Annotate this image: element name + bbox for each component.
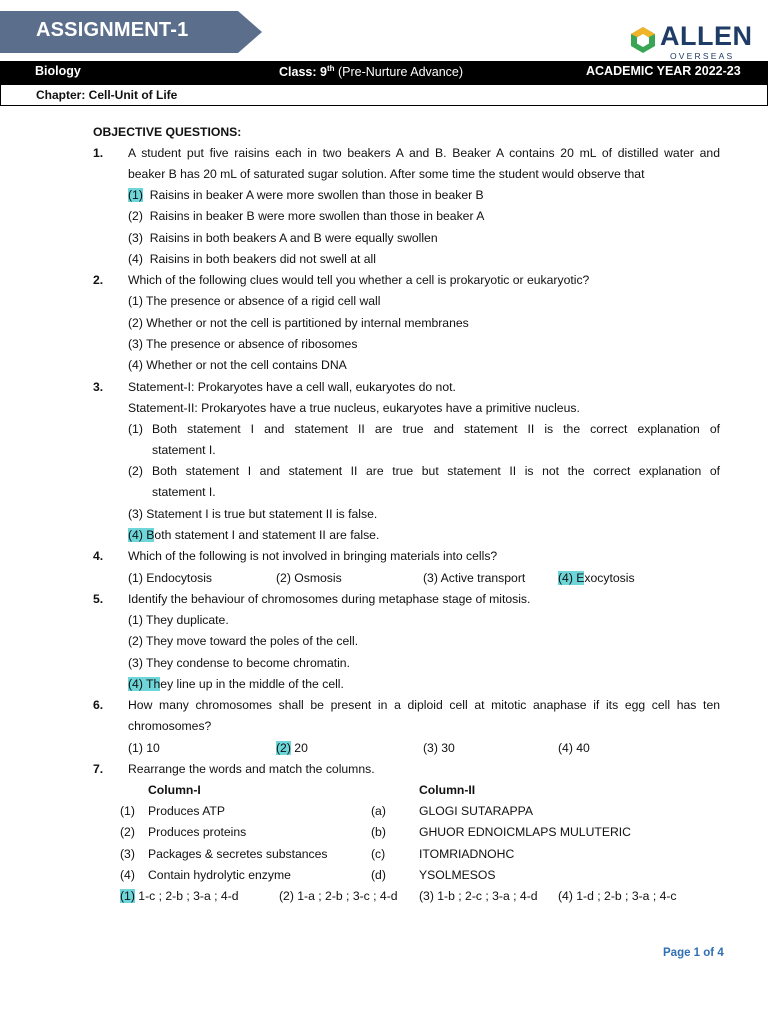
q7-text: Rearrange the words and match the columns.: [128, 762, 375, 776]
match-row-1-left: Produces ATP: [148, 804, 225, 818]
answer-highlight: (4) E: [558, 571, 585, 585]
q1-line2: beaker B has 20 mL of saturated sugar solution. After some time the student would observe that: [128, 167, 645, 181]
assignment-banner: [0, 11, 262, 53]
q2-number: 2.: [93, 273, 104, 287]
match-row-2-letter: (b): [371, 825, 386, 839]
q3-statement-1: Statement-I: Prokaryotes have a cell wall, eukaryotes do not.: [128, 380, 456, 394]
q4-option-1: (1) Endocytosis: [128, 571, 212, 585]
q3-option-3: (3) Statement I is true but statement II is false.: [128, 507, 378, 521]
brand-name: ALLEN: [660, 21, 753, 51]
q1-number: 1.: [93, 146, 104, 160]
class-superscript: th: [326, 64, 335, 73]
match-row-4-letter: (d): [371, 868, 386, 882]
match-row-1-right: GLOGI SUTARAPPA: [419, 804, 534, 818]
q3-number: 3.: [93, 380, 104, 394]
academic-year: ACADEMIC YEAR 2022-23: [586, 64, 741, 78]
match-row-2-left: Produces proteins: [148, 825, 247, 839]
q7-option-1-text: 1-c ; 2-b ; 3-a ; 4-d: [134, 889, 239, 903]
answer-highlight: (4) Th: [128, 677, 161, 691]
brand-subtitle: OVERSEAS: [670, 51, 735, 61]
q6-line1: How many chromosomes shall be present in a diploid cell at mitotic anaphase if its egg cell has ten: [128, 698, 720, 712]
answer-highlight: (1): [120, 889, 135, 903]
q4-option-4: [558, 568, 635, 589]
q5-option-4-text: ey line up in the middle of the cell.: [160, 677, 344, 691]
q1-line1: A student put five raisins each in two beakers A and B. Beaker A contains 20 mL of distilled water and: [128, 146, 720, 160]
q6-number: 6.: [93, 698, 104, 712]
match-row-1-letter: (a): [371, 804, 386, 818]
allen-logo: [630, 21, 760, 61]
q4-text: Which of the following is not involved in bringing materials into cells?: [128, 549, 498, 563]
match-row-3-left: Packages & secretes substances: [148, 847, 328, 861]
q5-option-4: [128, 674, 344, 695]
match-row-1-num: (1): [120, 804, 135, 818]
q3-statement-2: Statement-II: Prokaryotes have a true nucleus, eukaryotes have a primitive nucleus.: [128, 401, 580, 415]
page-number: Page 1 of 4: [663, 947, 724, 959]
match-row-4-right: YSOLMESOS: [419, 868, 496, 882]
q3-option-1-mark: (1): [128, 422, 143, 436]
q2-option-2: (2) Whether or not the cell is partitioned by internal membranes: [128, 316, 469, 330]
q2-option-1: (1) The presence or absence of a rigid cell wall: [128, 294, 381, 308]
q3-option-4: [128, 525, 379, 546]
class-label: [279, 64, 463, 79]
q2-option-4: (4) Whether or not the cell contains DNA: [128, 358, 347, 372]
q3-option-4-text: oth statement I and statement II are false.: [154, 528, 380, 542]
q4-option-3: (3) Active transport: [423, 571, 526, 585]
q4-option-4-text: xocytosis: [584, 571, 635, 585]
match-row-3-letter: (c): [371, 847, 386, 861]
column-1-header: Column-I: [148, 783, 201, 797]
q6-option-1: (1) 10: [128, 741, 160, 755]
answer-highlight: (2): [276, 741, 291, 755]
chapter-title: Chapter: Cell-Unit of Life: [36, 88, 178, 102]
q4-number: 4.: [93, 549, 104, 563]
q4-option-2: (2) Osmosis: [276, 571, 342, 585]
section-title: OBJECTIVE QUESTIONS:: [93, 125, 242, 139]
answer-highlight: (1): [128, 188, 143, 202]
match-row-3-right: ITOMRIADNOHC: [419, 847, 515, 861]
column-2-header: Column-II: [419, 783, 476, 797]
q5-number: 5.: [93, 592, 104, 606]
q1-option-4-mark: (4): [128, 252, 143, 266]
subject-label: Biology: [35, 64, 81, 78]
q5-option-2: (2) They move toward the poles of the cell.: [128, 634, 359, 648]
q7-option-2: (2) 1-a ; 2-b ; 3-c ; 4-d: [279, 889, 398, 903]
allen-hexagon-icon: [630, 26, 656, 54]
q7-option-3: (3) 1-b ; 2-c ; 3-a ; 4-d: [419, 889, 538, 903]
q6-line2: chromosomes?: [128, 719, 212, 733]
class-prefix: Class: 9: [279, 65, 327, 80]
q3-option-1-line2: statement I.: [152, 443, 216, 457]
q3-option-2-mark: (2): [128, 464, 143, 478]
q3-option-2-line2: statement I.: [152, 485, 216, 499]
q6-option-2-text: 20: [290, 741, 308, 755]
q7-option-1: [120, 886, 239, 907]
match-row-4-left: Contain hydrolytic enzyme: [148, 868, 291, 882]
chapter-row: [0, 85, 768, 106]
answer-highlight: (4) B: [128, 528, 155, 542]
q5-option-1: (1) They duplicate.: [128, 613, 229, 627]
q2-option-3: (3) The presence or absence of ribosomes: [128, 337, 358, 351]
q5-text: Identify the behaviour of chromosomes during metaphase stage of mitosis.: [128, 592, 531, 606]
q1-option-4: [128, 249, 376, 270]
q6-option-2: [276, 738, 308, 759]
q1-option-2-text: Raisins in beaker B were more swollen than those in beaker A: [149, 209, 485, 223]
q2-text: Which of the following clues would tell you whether a cell is prokaryotic or eukaryotic?: [128, 273, 590, 287]
assignment-title: ASSIGNMENT-1: [36, 19, 189, 41]
match-row-2-num: (2): [120, 825, 135, 839]
q1-option-2-mark: (2): [128, 209, 143, 223]
class-suffix: (Pre-Nurture Advance): [334, 65, 464, 80]
match-row-2-right: GHUOR EDNOICMLAPS MULUTERIC: [419, 825, 631, 839]
q1-option-1-text: Raisins in beaker A were more swollen than those in beaker B: [149, 188, 484, 202]
q6-option-3: (3) 30: [423, 741, 455, 755]
q7-option-4: (4) 1-d ; 2-b ; 3-a ; 4-c: [558, 889, 677, 903]
q1-option-2: [128, 206, 484, 227]
match-row-3-num: (3): [120, 847, 135, 861]
info-bar: [0, 61, 768, 85]
q1-option-4-text: Raisins in both beakers did not swell at all: [149, 252, 376, 266]
q1-option-3-text: Raisins in both beakers A and B were equally swollen: [149, 231, 438, 245]
q5-option-3: (3) They condense to become chromatin.: [128, 656, 350, 670]
q3-option-2-line1: Both statement I and statement II are true but statement II is not the correct explanation of: [152, 464, 720, 478]
q3-option-1-line1: Both statement I and statement II are true and statement II is the correct explanation of: [152, 422, 720, 436]
q1-option-3: [128, 228, 438, 249]
q6-option-4: (4) 40: [558, 741, 590, 755]
q7-number: 7.: [93, 762, 104, 776]
match-row-4-num: (4): [120, 868, 135, 882]
q1-option-3-mark: (3): [128, 231, 143, 245]
q1-option-1: [128, 185, 484, 206]
